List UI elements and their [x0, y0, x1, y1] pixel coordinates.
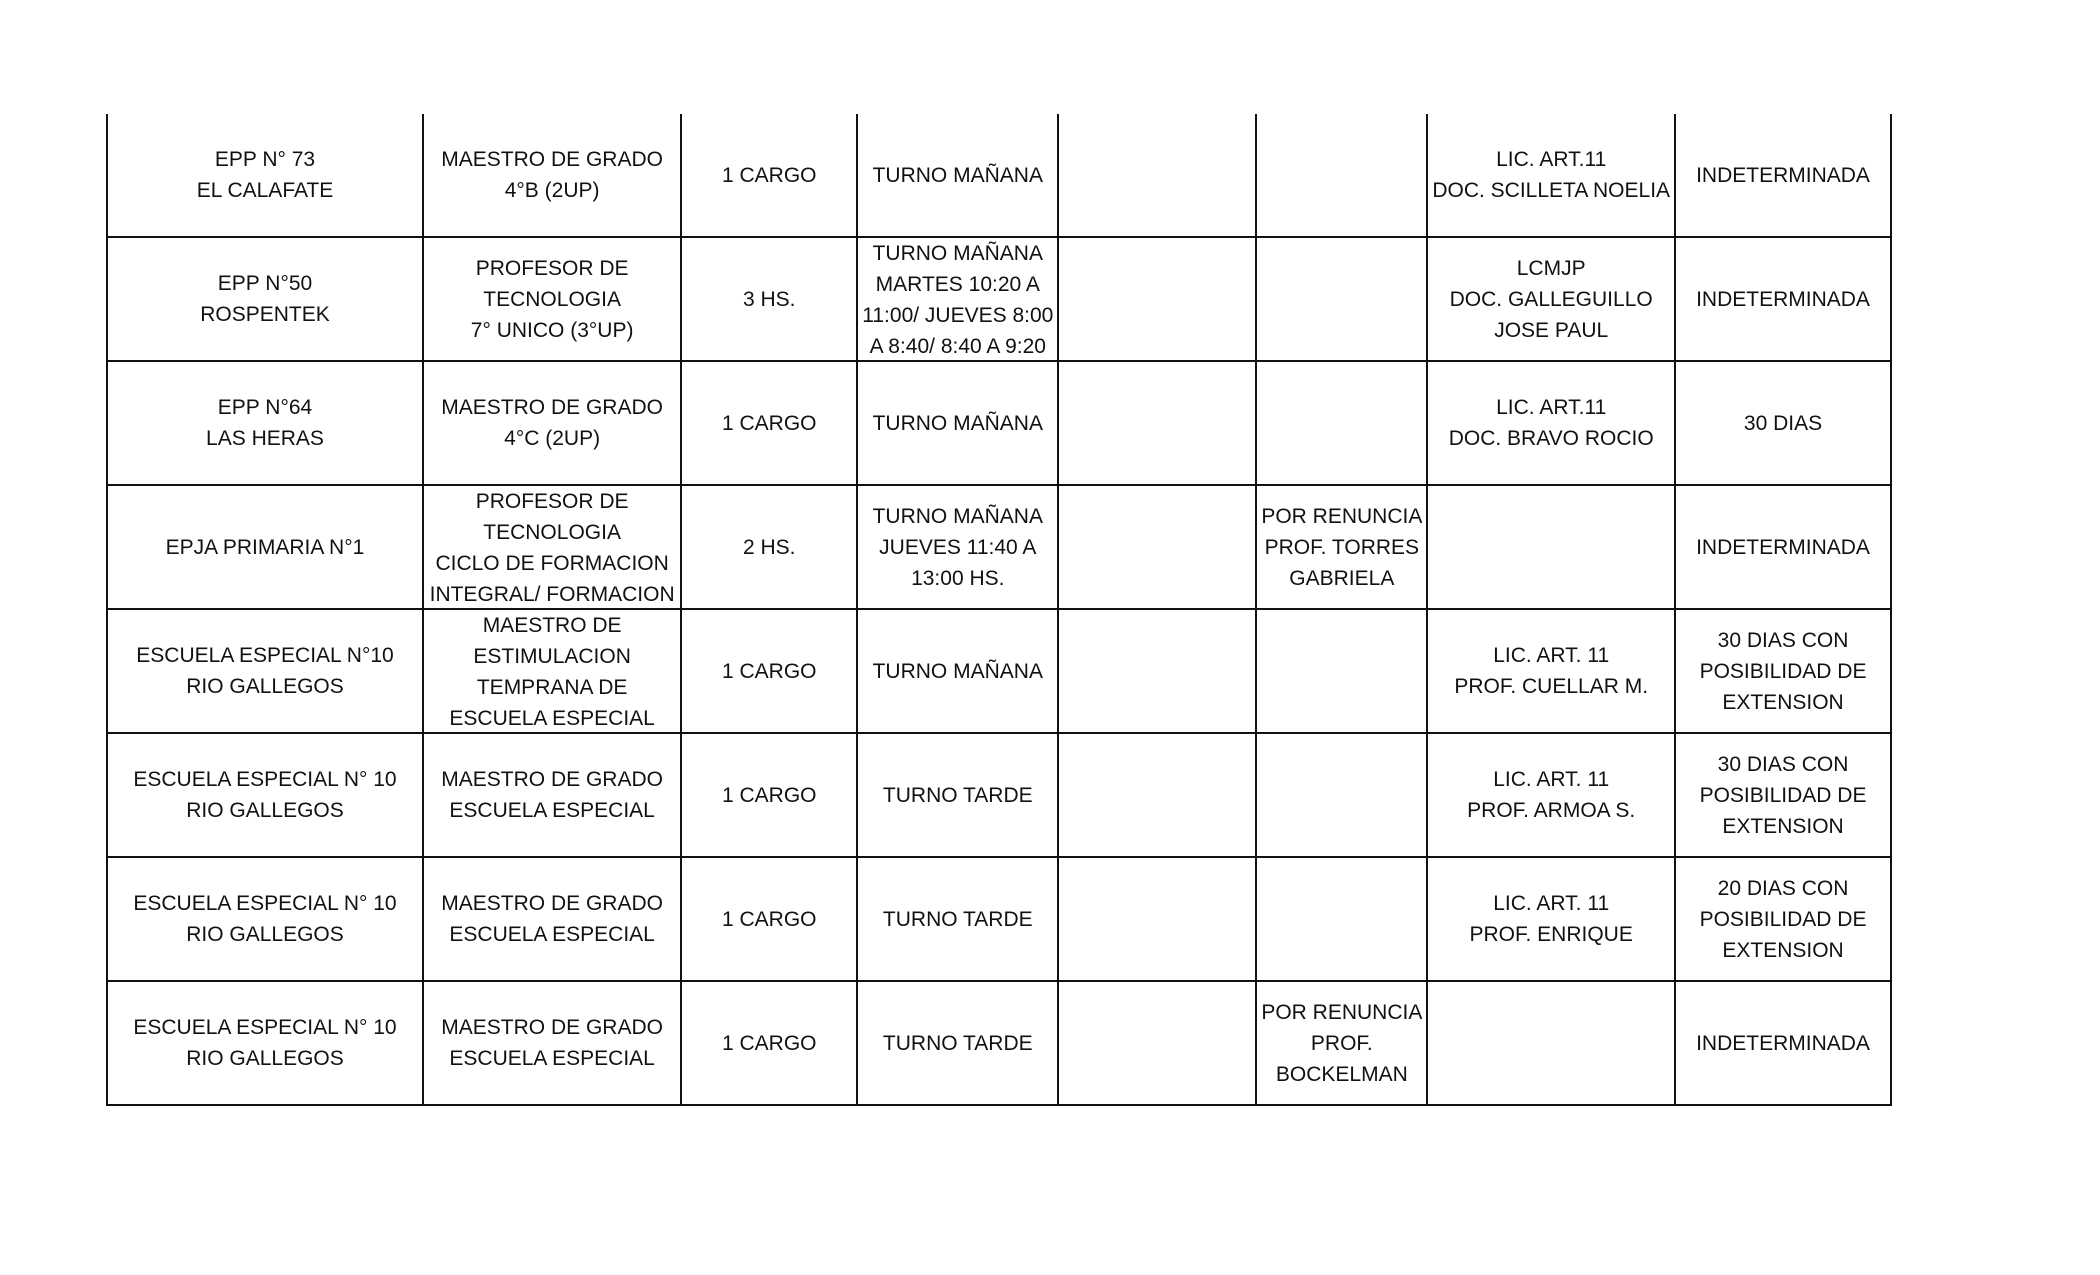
cell-text-line: PROF. CUELLAR M.: [1454, 675, 1649, 698]
cell-text-line: 1 CARGO: [721, 783, 817, 807]
table-cell-horario: [857, 981, 1058, 1105]
table-cell-col5: [1058, 361, 1256, 485]
cell-text-line: 2 HS.: [742, 535, 796, 559]
cell-text-line: PROFESOR DE: [475, 256, 629, 280]
cell-text-line: CICLO DE FORMACION: [435, 552, 669, 575]
cell-text-line: ESCUELA ESPECIAL N° 10: [133, 892, 397, 915]
table-cell-cantidad: [681, 114, 857, 237]
table-cell-motivo: [1256, 857, 1427, 981]
cell-text-line: 30 DIAS CON: [1717, 752, 1849, 776]
table-cell-escuela: [107, 237, 423, 361]
cell-text-line: EXTENSION: [1722, 690, 1844, 714]
cell-text-line: TURNO MAÑANA: [872, 659, 1043, 683]
cell-text-line: POR RENUNCIA: [1261, 1000, 1423, 1024]
cell-text-line: RIO GALLEGOS: [186, 799, 344, 822]
cell-text-line: TURNO TARDE: [882, 1031, 1033, 1055]
cell-text-line: 30 DIAS CON: [1717, 628, 1849, 652]
table-cell-escuela: [107, 733, 423, 857]
cell-text-line: PROF. ARMOA S.: [1467, 799, 1636, 822]
table-cell-cargo: [423, 733, 681, 857]
table-cell-cargo: [423, 981, 681, 1105]
table-cell-cantidad: [681, 485, 857, 609]
cell-text-line: LAS HERAS: [206, 427, 324, 450]
cell-text-line: POSIBILIDAD DE: [1699, 783, 1867, 807]
table-row: [107, 609, 1891, 733]
cell-text-line: GABRIELA: [1289, 566, 1395, 590]
cell-text-line: 1 CARGO: [721, 907, 817, 931]
cell-text-line: JUEVES 11:40 A: [879, 535, 1037, 559]
table-cell-duracion: [1675, 237, 1891, 361]
table-cell-horario: [857, 857, 1058, 981]
cell-text-line: 13:00 HS.: [911, 566, 1005, 590]
table-cell-escuela: [107, 981, 423, 1105]
table-cell-cantidad: [681, 981, 857, 1105]
table-cell-motivo: [1256, 361, 1427, 485]
cell-text-line: TEMPRANA DE: [476, 676, 628, 699]
table-cell-licencia: [1427, 733, 1675, 857]
table-cell-duracion: [1675, 609, 1891, 733]
table-body: [107, 114, 1891, 1105]
table-cell-escuela: [107, 609, 423, 733]
vacancies-table: [106, 114, 1892, 1106]
table-cell-motivo: [1256, 733, 1427, 857]
table-cell-duracion: [1675, 981, 1891, 1105]
cell-text-line: POR RENUNCIA: [1261, 504, 1423, 528]
table-cell-duracion: [1675, 114, 1891, 237]
table-row: [107, 733, 1891, 857]
cell-text-line: INDETERMINADA: [1696, 287, 1870, 311]
table-cell-cantidad: [681, 361, 857, 485]
table-cell-motivo: [1256, 237, 1427, 361]
cell-text-line: MAESTRO DE: [482, 614, 622, 637]
cell-text-line: ROSPENTEK: [200, 303, 330, 326]
cell-text-line: 30 DIAS: [1743, 411, 1823, 435]
cell-text-line: DOC. GALLEGUILLO: [1449, 287, 1653, 311]
cell-text-line: EPP N°50: [217, 272, 313, 295]
cell-text-line: DOC. BRAVO ROCIO: [1448, 427, 1654, 450]
table-cell-cargo: [423, 114, 681, 237]
cell-text-line: 11:00/ JUEVES 8:00: [862, 304, 1054, 327]
cell-text-line: PROFESOR DE: [475, 490, 629, 513]
table-cell-col5: [1058, 237, 1256, 361]
table-cell-col5: [1058, 981, 1256, 1105]
cell-text-line: PROF. TORRES: [1264, 535, 1420, 559]
table-cell-licencia: [1427, 981, 1675, 1105]
cell-text-line: EPP N° 73: [214, 148, 316, 171]
cell-text-line: BOCKELMAN: [1275, 1062, 1408, 1086]
table-cell-col5: [1058, 733, 1256, 857]
cell-text-line: 1 CARGO: [721, 1031, 817, 1055]
cell-text-line: TURNO MAÑANA: [872, 504, 1043, 528]
cell-text-line: ESCUELA ESPECIAL N°10: [136, 644, 394, 667]
cell-text-line: RIO GALLEGOS: [186, 923, 344, 946]
cell-text-line: ESTIMULACION: [473, 645, 631, 668]
cell-text-line: LIC. ART. 11: [1493, 768, 1610, 791]
cell-text-line: INTEGRAL/ FORMACION: [429, 583, 675, 606]
cell-text-line: EXTENSION: [1722, 814, 1844, 838]
table-cell-cantidad: [681, 237, 857, 361]
table-cell-horario: [857, 114, 1058, 237]
table-row: [107, 981, 1891, 1105]
table-cell-col5: [1058, 609, 1256, 733]
table-cell-duracion: [1675, 857, 1891, 981]
table-cell-licencia: [1427, 485, 1675, 609]
cell-text-line: MAESTRO DE GRADO: [441, 396, 663, 419]
table-cell-motivo: [1256, 485, 1427, 609]
cell-text-line: TECNOLOGIA: [483, 521, 621, 544]
table-cell-cargo: [423, 237, 681, 361]
table-row: [107, 361, 1891, 485]
table-cell-escuela: [107, 361, 423, 485]
cell-text-line: LIC. ART. 11: [1493, 892, 1610, 915]
table-cell-col5: [1058, 485, 1256, 609]
cell-text-line: TURNO TARDE: [882, 783, 1033, 807]
table-cell-cantidad: [681, 609, 857, 733]
cell-text-line: TECNOLOGIA: [483, 287, 621, 311]
cell-text-line: 7° UNICO (3°UP): [470, 318, 634, 342]
cell-text-line: MAESTRO DE GRADO: [441, 1016, 663, 1039]
cell-text-line: ESCUELA ESPECIAL N° 10: [133, 1016, 397, 1039]
table-row: [107, 237, 1891, 361]
table-cell-horario: [857, 361, 1058, 485]
cell-text-line: PROF.: [1310, 1031, 1373, 1055]
cell-text-line: LIC. ART.11: [1496, 396, 1607, 419]
cell-text-line: EPJA PRIMARIA N°1: [165, 535, 365, 559]
cell-text-line: INDETERMINADA: [1696, 535, 1870, 559]
table-cell-licencia: [1427, 857, 1675, 981]
table-cell-duracion: [1675, 733, 1891, 857]
table-cell-cargo: [423, 485, 681, 609]
cell-text-line: TURNO TARDE: [882, 907, 1033, 931]
cell-text-line: LCMJP: [1516, 256, 1586, 280]
table-cell-horario: [857, 237, 1058, 361]
cell-text-line: INDETERMINADA: [1696, 163, 1870, 187]
cell-text-line: MAESTRO DE GRADO: [441, 768, 663, 791]
table-row: [107, 114, 1891, 237]
cell-text-line: MARTES 10:20 A: [875, 273, 1040, 296]
cell-text-line: TURNO MAÑANA: [872, 163, 1043, 187]
cell-text-line: A 8:40/ 8:40 A 9:20: [869, 335, 1046, 358]
table-cell-escuela: [107, 485, 423, 609]
table-cell-licencia: [1427, 114, 1675, 237]
cell-text-line: 1 CARGO: [721, 411, 817, 435]
cell-text-line: EL CALAFATE: [196, 179, 334, 202]
cell-text-line: EPP N°64: [217, 396, 313, 419]
cell-text-line: EXTENSION: [1722, 938, 1844, 962]
table-cell-col5: [1058, 114, 1256, 237]
cell-text-line: ESCUELA ESPECIAL N° 10: [133, 768, 397, 791]
cell-text-line: MAESTRO DE GRADO: [441, 892, 663, 915]
cell-text-line: POSIBILIDAD DE: [1699, 659, 1867, 683]
cell-text-line: MAESTRO DE GRADO: [441, 148, 663, 171]
cell-text-line: JOSE PAUL: [1494, 318, 1609, 342]
table-cell-cargo: [423, 609, 681, 733]
cell-text-line: PROF. ENRIQUE: [1469, 923, 1633, 946]
cell-text-line: LIC. ART. 11: [1493, 644, 1610, 667]
table-cell-cantidad: [681, 857, 857, 981]
table-cell-motivo: [1256, 609, 1427, 733]
table-cell-licencia: [1427, 609, 1675, 733]
table-cell-cantidad: [681, 733, 857, 857]
table-cell-col5: [1058, 857, 1256, 981]
cell-text-line: INDETERMINADA: [1696, 1031, 1870, 1055]
cell-text-line: 1 CARGO: [721, 659, 817, 683]
cell-text-line: 4°C (2UP): [504, 427, 601, 450]
cell-text-line: 4°B (2UP): [504, 179, 600, 202]
table-cell-horario: [857, 485, 1058, 609]
table-cell-duracion: [1675, 485, 1891, 609]
cell-text-line: RIO GALLEGOS: [186, 675, 344, 698]
table-cell-escuela: [107, 857, 423, 981]
table-cell-escuela: [107, 114, 423, 237]
cell-text-line: 3 HS.: [742, 287, 796, 311]
table-cell-horario: [857, 609, 1058, 733]
cell-text-line: DOC. SCILLETA NOELIA: [1432, 179, 1671, 202]
table-cell-motivo: [1256, 114, 1427, 237]
table-cell-licencia: [1427, 361, 1675, 485]
cell-text-line: TURNO MAÑANA: [872, 242, 1043, 265]
table-cell-licencia: [1427, 237, 1675, 361]
table-cell-motivo: [1256, 981, 1427, 1105]
cell-text-line: ESCUELA ESPECIAL: [449, 799, 655, 822]
cell-text-line: ESCUELA ESPECIAL: [449, 923, 655, 946]
table-cell-horario: [857, 733, 1058, 857]
cell-text-line: TURNO MAÑANA: [872, 411, 1043, 435]
cell-text-line: RIO GALLEGOS: [186, 1047, 344, 1070]
cell-text-line: LIC. ART.11: [1496, 148, 1607, 171]
cell-text-line: 20 DIAS CON: [1717, 876, 1849, 900]
cell-text-line: ESCUELA ESPECIAL: [449, 1047, 655, 1070]
table-cell-duracion: [1675, 361, 1891, 485]
cell-text-line: ESCUELA ESPECIAL: [449, 707, 655, 730]
table-cell-cargo: [423, 857, 681, 981]
table-cell-cargo: [423, 361, 681, 485]
table-row: [107, 857, 1891, 981]
cell-text-line: POSIBILIDAD DE: [1699, 907, 1867, 931]
cell-text-line: 1 CARGO: [721, 163, 817, 187]
table-row: [107, 485, 1891, 609]
